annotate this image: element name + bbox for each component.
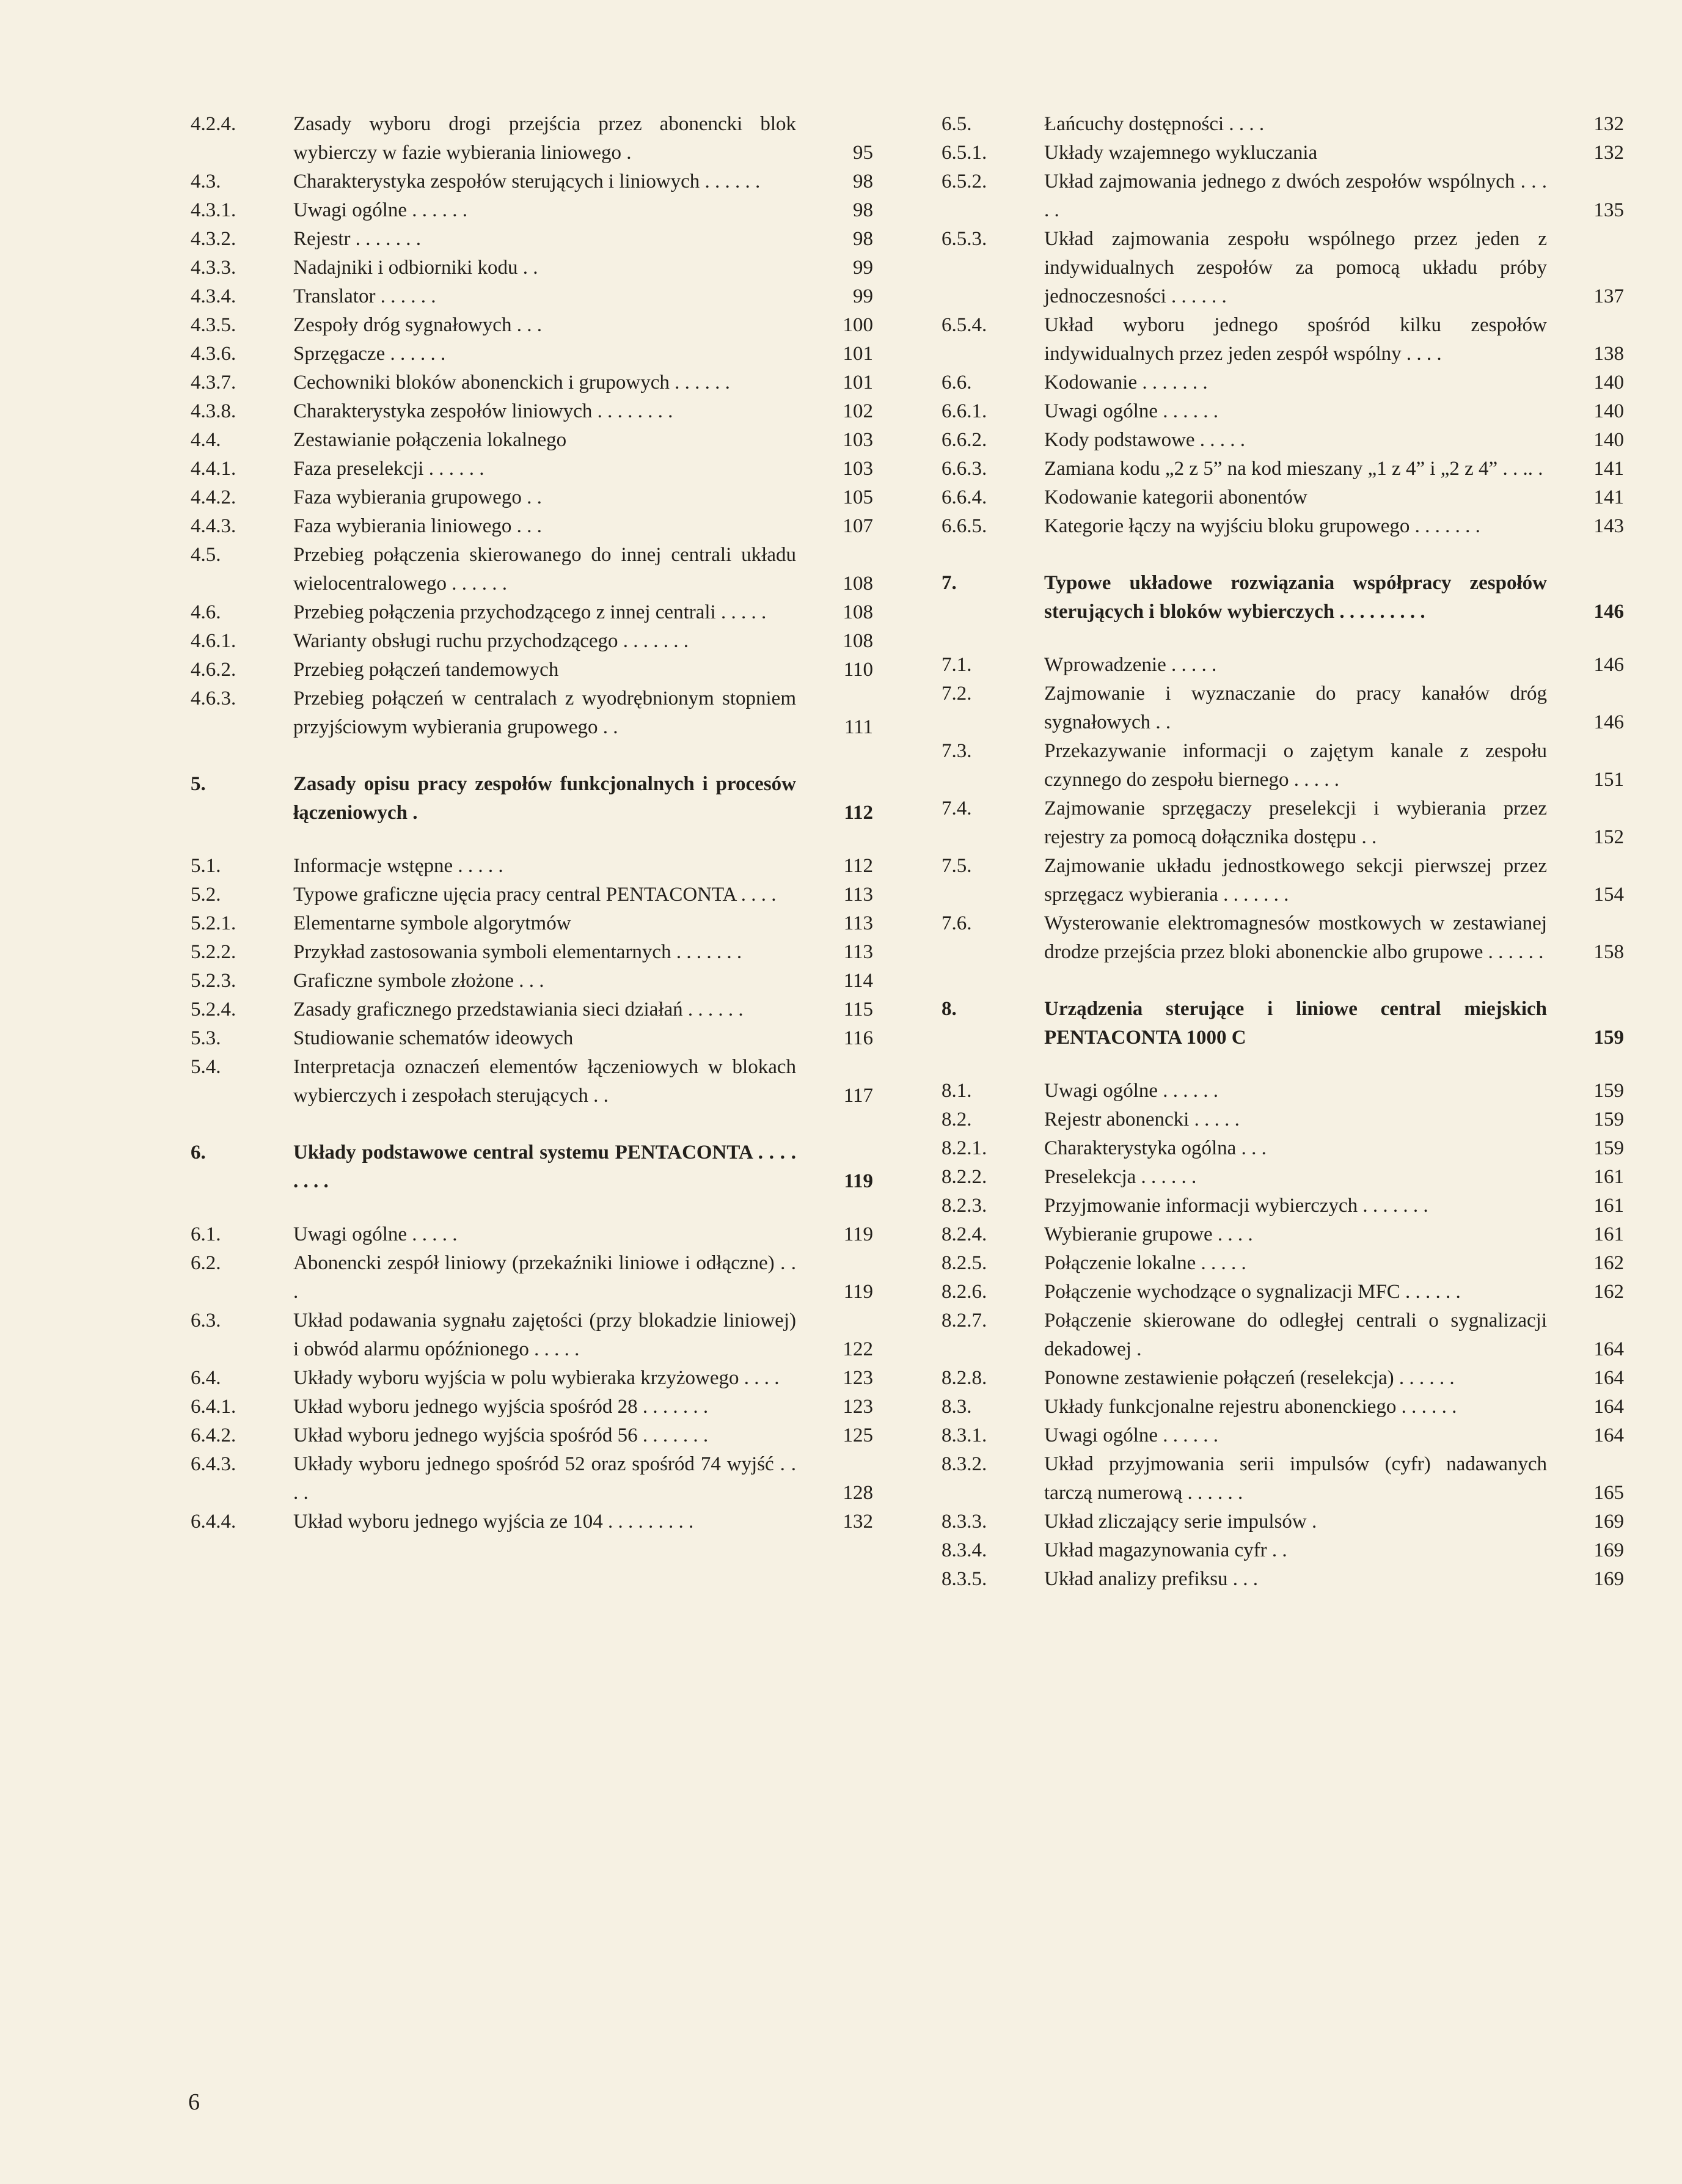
toc-entry-number: 7. [942,572,957,594]
toc-entry-number: 8.2.1. [942,1137,987,1159]
toc-entry-number: 4.5. [191,544,221,566]
toc-entry-number: 4.6.2. [191,659,236,681]
toc-entry-title: Przebieg połączeń tandemowych [293,659,559,681]
toc-entry [942,1421,1624,1450]
toc-entry-number: 6.4.2. [191,1424,236,1446]
toc-entry-title: Nadajniki i odbiorniki kodu . . [293,257,538,279]
toc-entry [942,368,1624,397]
toc-entry-title: Układy wzajemnego wykluczania [1044,142,1318,164]
toc-entry-number: 6.5.1. [942,142,987,164]
toc-entry-page: 143 [1593,515,1624,537]
toc-entry [191,254,873,282]
toc-entry-title: Układ wyboru jednego spośród kilku zespołów indywidualnych przez jeden zespół wspólny . . . . [1044,314,1547,365]
toc-entry-title: Zespoły dróg sygnałowych . . . [293,314,542,336]
toc-columns [191,110,1624,1594]
toc-entry [942,167,1624,225]
toc-entry-title: Abonencki zespół liniowy (przekaźniki liniowe i odłączne) . . . [293,1252,796,1303]
toc-entry [191,1508,873,1536]
toc-entry-page: 98 [853,170,873,192]
toc-entry [191,770,873,827]
toc-entry-title: Układ podawania sygnału zajętości (przy blokadzie liniowej) i obwód alarmu opóźnionego . . . . . [293,1310,796,1360]
toc-entry [191,938,873,967]
toc-entry-title: Sprzęgacze . . . . . . [293,343,446,365]
toc-entry-title: Przekazywanie informacji o zajętym kanale z zespołu czynnego do zespołu biernego . . . . . [1044,740,1547,791]
toc-entry-number: 4.3.8. [191,400,236,422]
toc-entry [942,651,1624,680]
toc-entry-number: 4.3.5. [191,314,236,336]
toc-column-right [942,110,1624,1594]
toc-entry-number: 7.3. [942,740,972,762]
toc-entry-number: 4.3.4. [191,285,236,307]
toc-entry-number: 8.2.4. [942,1223,987,1245]
toc-entry-page: 159 [1593,1137,1624,1159]
toc-entry [942,852,1624,909]
toc-entry-number: 6.6.1. [942,400,987,422]
toc-entry-number: 4.2.4. [191,113,236,135]
toc-entry-number: 8.2.5. [942,1252,987,1274]
toc-entry [191,1364,873,1393]
toc-entry-page: 164 [1593,1367,1624,1389]
toc-entry-title: Kategorie łączy na wyjściu bloku grupowego . . . . . . . [1044,515,1480,537]
toc-entry-page: 122 [843,1338,873,1360]
toc-entry-page: 165 [1593,1482,1624,1504]
toc-entry-page: 123 [843,1396,873,1418]
toc-entry-number: 8. [942,998,957,1020]
toc-entry-page: 161 [1593,1223,1624,1245]
toc-entry [191,282,873,311]
toc-entry-title: Zamiana kodu „2 z 5” na kod mieszany „1 z 4” i „2 z 4” . . .. . [1044,458,1543,480]
toc-entry-number: 5.1. [191,855,221,877]
toc-entry [191,110,873,167]
toc-column-left [191,110,873,1594]
toc-entry [942,1278,1624,1306]
toc-entry [191,881,873,909]
toc-entry [191,1220,873,1249]
toc-entry-page: 123 [843,1367,873,1389]
toc-entry-page: 159 [1593,1108,1624,1130]
toc-entry-page: 116 [843,1027,873,1049]
toc-entry-page: 119 [843,1281,873,1303]
toc-entry-page: 162 [1593,1281,1624,1303]
toc-entry-title: Graficzne symbole złożone . . . [293,970,544,992]
toc-entry-number: 6.4.4. [191,1511,236,1533]
toc-entry [942,1249,1624,1278]
toc-entry-title: Elementarne symbole algorytmów [293,912,571,934]
toc-entry-page: 159 [1593,1027,1624,1049]
toc-entry-page: 132 [1593,142,1624,164]
toc-entry-title: Faza preselekcji . . . . . . [293,458,484,480]
toc-entry-number: 6.4.1. [191,1396,236,1418]
toc-entry-number: 7.1. [942,654,972,676]
toc-entry-number: 8.2. [942,1108,972,1130]
toc-entry-title: Układy podstawowe central systemu PENTACONTA . . . . . . . . [293,1141,796,1192]
toc-entry-title: Uwagi ogólne . . . . . . [293,199,468,221]
toc-entry-title: Zajmowanie sprzęgaczy preselekcji i wybierania przez rejestry za pomocą dołącznika dostępu . . [1044,797,1547,848]
toc-entry-title: Zasady graficznego przedstawiania sieci działań . . . . . . [293,999,744,1021]
toc-entry [942,1077,1624,1105]
toc-entry-page: 99 [853,285,873,307]
toc-entry-page: 137 [1593,285,1624,307]
toc-entry-title: Kodowanie kategorii abonentów [1044,486,1307,508]
toc-entry [942,1192,1624,1220]
toc-entry [942,225,1624,311]
toc-entry-title: Charakterystyka zespołów sterujących i liniowych . . . . . . [293,170,761,192]
toc-entry-title: Układ analizy prefiksu . . . [1044,1568,1259,1590]
toc-entry [942,1565,1624,1594]
toc-entry-title: Przebieg połączenia przychodzącego z innej centrali . . . . . [293,601,767,623]
toc-entry [942,311,1624,368]
toc-entry-number: 8.3.3. [942,1511,987,1533]
toc-entry [191,426,873,455]
toc-entry-title: Połączenie lokalne . . . . . [1044,1252,1246,1274]
toc-entry [191,368,873,397]
toc-entry-title: Łańcuchy dostępności . . . . [1044,113,1265,135]
toc-entry-page: 103 [843,429,873,451]
toc-entry-page: 113 [843,884,873,906]
toc-entry-page: 135 [1593,199,1624,221]
toc-entry-number: 6.2. [191,1252,221,1274]
toc-entry-page: 98 [853,199,873,221]
page-number: 6 [188,2089,200,2115]
toc-entry-title: Urządzenia sterujące i liniowe central miejskich PENTACONTA 1000 C [1044,998,1547,1049]
toc-entry-page: 125 [843,1424,873,1446]
toc-entry-title: Uwagi ogólne . . . . . . [1044,400,1219,422]
toc-entry-title: Preselekcja . . . . . . [1044,1166,1197,1188]
toc-entry [191,598,873,627]
toc-entry [191,483,873,512]
toc-entry-title: Ponowne zestawienie połączeń (reselekcja) . . . . . . [1044,1367,1455,1389]
toc-entry [942,1536,1624,1565]
toc-entry-page: 99 [853,257,873,279]
toc-entry-title: Układy wyboru jednego spośród 52 oraz spośród 74 wyjść . . . . [293,1453,796,1504]
toc-entry-title: Cechowniki bloków abonenckich i grupowych . . . . . . [293,372,730,394]
toc-entry-page: 140 [1593,400,1624,422]
toc-entry-title: Kody podstawowe . . . . . [1044,429,1246,451]
toc-entry [191,455,873,483]
toc-entry-number: 4.3.6. [191,343,236,365]
toc-entry [191,167,873,196]
toc-entry-title: Układy funkcjonalne rejestru abonenckiego . . . . . . [1044,1396,1457,1418]
toc-entry-page: 119 [843,1223,873,1245]
toc-entry-number: 8.3.4. [942,1539,987,1561]
toc-entry-page: 101 [843,343,873,365]
toc-entry-page: 158 [1593,941,1624,963]
toc-entry [942,455,1624,483]
toc-entry-number: 5.2.3. [191,970,236,992]
toc-entry-number: 5.2.1. [191,912,236,934]
toc-entry-number: 8.1. [942,1080,972,1102]
toc-entry-title: Rejestr . . . . . . . [293,228,421,250]
toc-entry-number: 4.4. [191,429,221,451]
toc-entry-page: 108 [843,573,873,595]
toc-entry-page: 113 [843,941,873,963]
toc-entry [942,995,1624,1052]
toc-entry-title: Układy wyboru wyjścia w polu wybieraka krzyżowego . . . . [293,1367,780,1389]
toc-entry-title: Zajmowanie układu jednostkowego sekcji pierwszej przez sprzęgacz wybierania . . . . . . . [1044,855,1547,906]
toc-entry-title: Interpretacja oznaczeń elementów łączeniowych w blokach wybierczych i zespołach sterujących . . [293,1056,796,1107]
toc-entry-number: 6.6.5. [942,515,987,537]
toc-entry-title: Typowe układowe rozwiązania współpracy zespołów sterujących i bloków wybierczych . . . . . . . . . [1044,572,1547,623]
toc-entry-number: 4.3. [191,170,221,192]
toc-entry-title: Faza wybierania liniowego . . . [293,515,542,537]
toc-entry-page: 112 [843,855,873,877]
toc-entry-page: 169 [1593,1568,1624,1590]
toc-entry-number: 5.2. [191,884,221,906]
toc-entry-title: Układ wyboru jednego wyjścia ze 104 . . . . . . . . . [293,1511,694,1533]
toc-entry-page: 112 [844,802,873,824]
toc-entry-page: 154 [1593,884,1624,906]
toc-entry-page: 146 [1593,601,1624,623]
toc-entry-number: 4.6.3. [191,687,236,709]
toc-entry-title: Zajmowanie i wyznaczanie do pracy kanałów dróg sygnałowych . . [1044,683,1547,733]
toc-entry-title: Przebieg połączeń w centralach z wyodrębnionym stopniem przyjściowym wybierania grupowego . . [293,687,796,738]
toc-entry-title: Układ magazynowania cyfr . . [1044,1539,1287,1561]
toc-entry-number: 8.2.3. [942,1195,987,1217]
toc-entry [191,1393,873,1421]
toc-entry-number: 6.4.3. [191,1453,236,1475]
toc-entry-number: 6.5. [942,113,972,135]
toc-entry-page: 105 [843,486,873,508]
toc-entry [191,196,873,225]
toc-entry-number: 7.4. [942,797,972,819]
toc-entry-number: 6.5.3. [942,228,987,250]
toc-entry-title: Rejestr abonencki . . . . . [1044,1108,1240,1130]
toc-entry-number: 5.2.4. [191,999,236,1021]
toc-entry-title: Wprowadzenie . . . . . [1044,654,1217,676]
toc-entry-page: 101 [843,372,873,394]
toc-entry [191,627,873,656]
toc-entry-title: Zasady wyboru drogi przejścia przez abonencki blok wybierczy w fazie wybierania liniowego . [293,113,796,164]
toc-entry-number: 4.4.2. [191,486,236,508]
toc-entry-page: 140 [1593,429,1624,451]
toc-entry-page: 169 [1593,1539,1624,1561]
toc-entry-page: 161 [1593,1166,1624,1188]
toc-entry [942,1508,1624,1536]
toc-entry [942,1163,1624,1192]
toc-entry [191,541,873,598]
toc-entry-number: 8.2.8. [942,1367,987,1389]
toc-entry [191,1138,873,1196]
toc-entry-number: 6.5.2. [942,170,987,192]
toc-entry [191,397,873,426]
toc-entry-title: Uwagi ogólne . . . . . . [1044,1080,1219,1102]
toc-entry [942,909,1624,967]
toc-entry-number: 7.5. [942,855,972,877]
toc-entry-number: 4.3.3. [191,257,236,279]
toc-entry [942,569,1624,626]
toc-entry [191,340,873,368]
toc-entry-number: 8.2.2. [942,1166,987,1188]
toc-entry [942,1220,1624,1249]
toc-entry-title: Charakterystyka zespołów liniowych . . . . . . . . [293,400,673,422]
toc-entry-page: 114 [843,970,873,992]
toc-entry-page: 161 [1593,1195,1624,1217]
toc-entry-number: 8.2.6. [942,1281,987,1303]
toc-entry-page: 103 [843,458,873,480]
toc-entry-page: 141 [1593,486,1624,508]
toc-entry-number: 4.6. [191,601,221,623]
toc-entry-title: Przebieg połączenia skierowanego do innej centrali układu wielocentralowego . . . . . . [293,544,796,595]
toc-entry-title: Warianty obsługi ruchu przychodzącego . . . . . . . [293,630,689,652]
toc-entry [191,852,873,881]
toc-entry [942,1450,1624,1508]
toc-entry-title: Studiowanie schematów ideowych [293,1027,574,1049]
toc-entry-page: 110 [843,659,873,681]
toc-entry-title: Połączenie wychodzące o sygnalizacji MFC . . . . . . [1044,1281,1461,1303]
toc-entry-page: 164 [1593,1338,1624,1360]
toc-entry-title: Układ wyboru jednego wyjścia spośród 28 . . . . . . . [293,1396,709,1418]
toc-entry-page: 108 [843,601,873,623]
toc-entry-number: 8.3.2. [942,1453,987,1475]
toc-entry-page: 152 [1593,826,1624,848]
toc-entry [942,1105,1624,1134]
toc-entry-title: Zasady opisu pracy zespołów funkcjonalnych i procesów łączeniowych . [293,773,796,824]
toc-entry-title: Translator . . . . . . [293,285,436,307]
toc-entry-number: 6.6.4. [942,486,987,508]
toc-entry-page: 164 [1593,1424,1624,1446]
toc-entry-title: Informacje wstępne . . . . . [293,855,503,877]
toc-entry-page: 162 [1593,1252,1624,1274]
toc-entry-number: 4.6.1. [191,630,236,652]
toc-entry [942,110,1624,139]
toc-entry [942,426,1624,455]
toc-entry-number: 8.3. [942,1396,972,1418]
toc-entry [191,1306,873,1364]
toc-entry-number: 4.4.3. [191,515,236,537]
toc-entry-title: Przykład zastosowania symboli elementarnych . . . . . . . [293,941,742,963]
toc-entry-page: 146 [1593,654,1624,676]
toc-entry-title: Typowe graficzne ujęcia pracy central PENTACONTA . . . . [293,884,777,906]
toc-entry-page: 119 [844,1170,873,1192]
toc-entry-page: 100 [843,314,873,336]
toc-entry-title: Przyjmowanie informacji wybierczych . . . . . . . [1044,1195,1428,1217]
toc-entry [942,512,1624,541]
toc-entry [942,397,1624,426]
toc-entry [191,684,873,742]
toc-entry-title: Układ zajmowania zespołu wspólnego przez jeden z indywidualnych zespołów za pomocą układu próby jednoczesności . . . . . . [1044,228,1547,307]
toc-entry-number: 6.1. [191,1223,221,1245]
toc-entry [191,1053,873,1110]
toc-entry-page: 132 [843,1511,873,1533]
toc-entry-number: 6.3. [191,1310,221,1332]
toc-entry [942,794,1624,852]
toc-entry [942,139,1624,167]
toc-entry-number: 5.2.2. [191,941,236,963]
toc-entry-title: Uwagi ogólne . . . . . . [1044,1424,1219,1446]
toc-entry-page: 138 [1593,343,1624,365]
toc-entry-title: Wysterowanie elektromagnesów mostkowych w zestawianej drodze przejścia przez bloki abonenckie albo grupowe . . . . . . [1044,912,1547,963]
toc-entry-number: 4.3.7. [191,372,236,394]
toc-entry [942,1393,1624,1421]
toc-entry-title: Układ wyboru jednego wyjścia spośród 56 . . . . . . . [293,1424,709,1446]
toc-entry-number: 7.2. [942,683,972,705]
toc-entry-page: 108 [843,630,873,652]
toc-entry-page: 95 [853,142,873,164]
toc-entry-title: Zestawianie połączenia lokalnego [293,429,567,451]
toc-entry-page: 111 [844,716,873,738]
toc-entry-page: 151 [1593,769,1624,791]
toc-entry [191,225,873,254]
toc-entry-page: 164 [1593,1396,1624,1418]
toc-entry-number: 8.2.7. [942,1310,987,1332]
toc-entry [191,512,873,541]
toc-entry-page: 128 [843,1482,873,1504]
toc-entry-title: Charakterystyka ogólna . . . [1044,1137,1267,1159]
toc-entry-title: Połączenie skierowane do odległej centrali o sygnalizacji dekadowej . [1044,1310,1547,1360]
toc-entry-title: Układ zajmowania jednego z dwóch zespołów wspólnych . . . . . [1044,170,1547,221]
toc-entry-page: 102 [843,400,873,422]
toc-entry-number: 5.3. [191,1027,221,1049]
toc-entry-number: 5. [191,773,206,795]
toc-entry [191,1450,873,1508]
toc-entry [942,680,1624,737]
toc-entry-number: 6.4. [191,1367,221,1389]
toc-entry-number: 6.6.3. [942,458,987,480]
toc-entry-page: 159 [1593,1080,1624,1102]
toc-entry [942,737,1624,794]
toc-entry-page: 140 [1593,372,1624,394]
toc-entry-page: 113 [843,912,873,934]
toc-entry-number: 6. [191,1141,206,1163]
toc-entry-page: 132 [1593,113,1624,135]
toc-entry [191,995,873,1024]
toc-entry [191,909,873,938]
toc-entry-title: Wybieranie grupowe . . . . [1044,1223,1253,1245]
toc-entry-page: 117 [843,1085,873,1107]
toc-entry [191,1024,873,1053]
toc-entry-title: Uwagi ogólne . . . . . [293,1223,458,1245]
toc-entry [942,1134,1624,1163]
toc-entry-title: Kodowanie . . . . . . . [1044,372,1208,394]
toc-entry-number: 6.5.4. [942,314,987,336]
toc-entry-number: 5.4. [191,1056,221,1078]
toc-entry-number: 6.6.2. [942,429,987,451]
toc-entry-page: 169 [1593,1511,1624,1533]
toc-entry [191,1421,873,1450]
toc-entry-number: 8.3.1. [942,1424,987,1446]
toc-entry-number: 8.3.5. [942,1568,987,1590]
toc-entry-number: 4.3.2. [191,228,236,250]
toc-entry-number: 6.6. [942,372,972,394]
toc-entry [191,1249,873,1306]
toc-entry-title: Układ zliczający serie impulsów . [1044,1511,1317,1533]
toc-entry [191,967,873,995]
toc-entry-title: Układ przyjmowania serii impulsów (cyfr) nadawanych tarczą numerową . . . . . . [1044,1453,1547,1504]
toc-entry [191,656,873,684]
toc-entry-number: 4.4.1. [191,458,236,480]
toc-entry-title: Faza wybierania grupowego . . [293,486,542,508]
toc-entry-page: 115 [843,999,873,1021]
toc-entry-number: 7.6. [942,912,972,934]
toc-entry [942,1306,1624,1364]
toc-entry-page: 146 [1593,711,1624,733]
toc-entry [942,483,1624,512]
toc-entry-number: 4.3.1. [191,199,236,221]
toc-entry [191,311,873,340]
toc-entry-page: 107 [843,515,873,537]
toc-entry [942,1364,1624,1393]
toc-entry-page: 98 [853,228,873,250]
toc-entry-page: 141 [1593,458,1624,480]
